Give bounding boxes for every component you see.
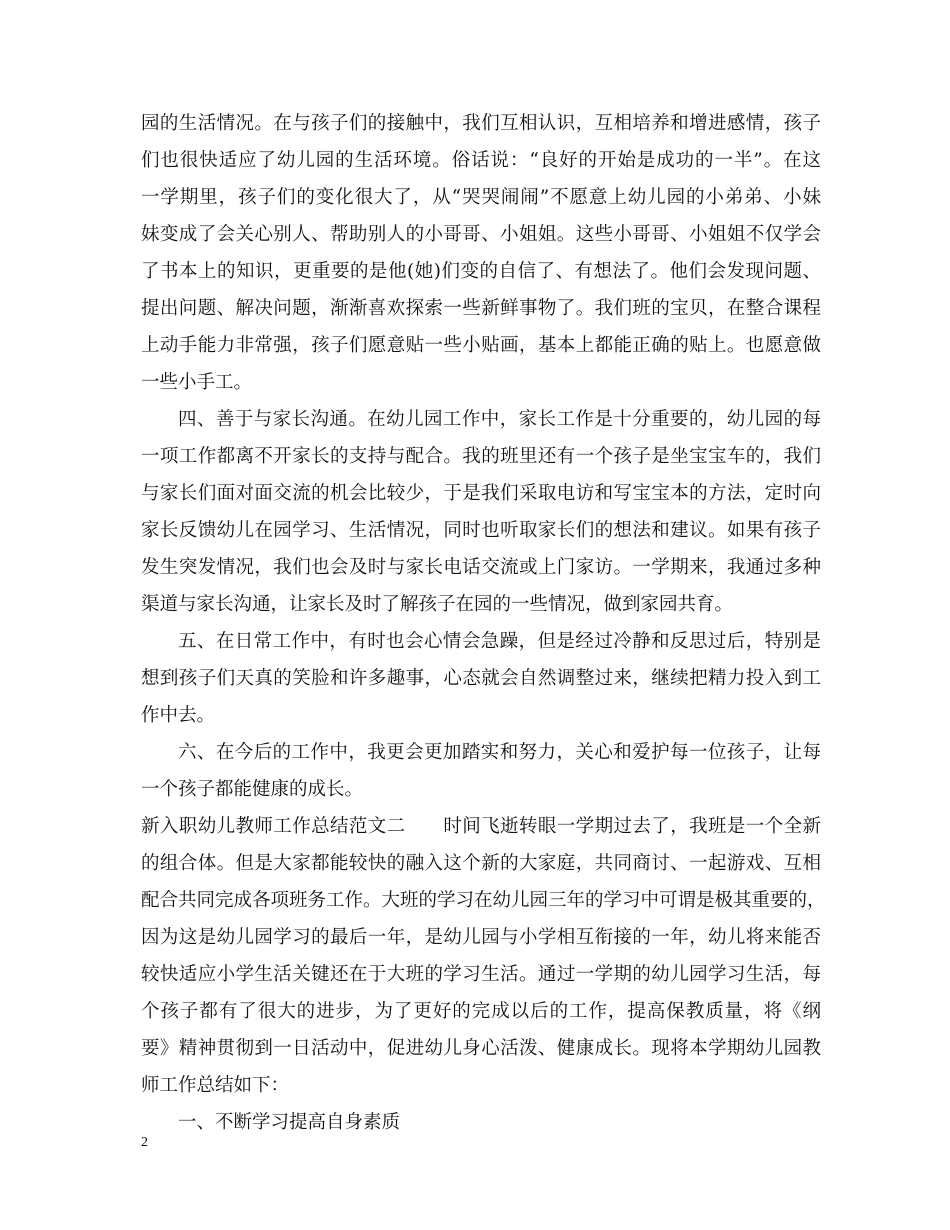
text-line: 想到孩子们天真的笑脸和许多趣事，心态就会自然调整过来，继续把精力投入到工 xyxy=(141,668,821,689)
text-line: 们也很快适应了幼儿园的生活环境。俗话说：“良好的开始是成功的一半”。在这 xyxy=(141,150,821,171)
text-line: 渠道与家长沟通，让家长及时了解孩子在园的一些情况，做到家园共育。 xyxy=(141,594,734,615)
text-line: 一个孩子都能健康的成长。 xyxy=(141,779,364,800)
text-line: 作中去。 xyxy=(141,705,216,726)
paragraph-start-line: 五、在日常工作中，有时也会心情会急躁，但是经过冷静和反思过后，特别是 xyxy=(178,631,821,652)
text-line: 上动手能力非常强，孩子们愿意贴一些小贴画，基本上都能正确的贴上。也愿意做 xyxy=(141,335,821,356)
text-line: 配合共同完成各项班务工作。大班的学习在幼儿园三年的学习中可谓是极其重要的， xyxy=(141,890,826,911)
text-line: 家长反馈幼儿在园学习、生活情况，同时也听取家长们的想法和建议。如果有孩子 xyxy=(141,520,821,541)
text-line: 师工作总结如下： xyxy=(141,1075,290,1096)
page-number: 2 xyxy=(141,1135,148,1150)
text-line: 与家长们面对面交流的机会比较少，于是我们采取电访和写宝宝本的方法，定时向 xyxy=(141,483,821,504)
text-line: 要》精神贯彻到一日活动中，促进幼儿身心活泼、健康成长。现将本学期幼儿园教 xyxy=(141,1038,821,1059)
text-line: 发生突发情况，我们也会及时与家长电话交流或上门家访。一学期来，我通过多种 xyxy=(141,557,821,578)
paragraph-start-line: 一、不断学习提高自身素质 xyxy=(178,1112,401,1133)
text-line: 了书本上的知识，更重要的是他(她)们变的自信了、有想法了。他们会发现问题、 xyxy=(141,261,821,282)
paragraph-start-line: 四、善于与家长沟通。在幼儿园工作中，家长工作是十分重要的，幼儿园的每 xyxy=(178,409,821,430)
text-line: 新入职幼儿教师工作总结范文二 时间飞逝转眼一学期过去了，我班是一个全新 xyxy=(141,816,821,837)
paragraph-start-line: 六、在今后的工作中，我更会更加踏实和努力，关心和爱护每一位孩子，让每 xyxy=(178,742,821,763)
text-line: 较快适应小学生活关键还在于大班的学习生活。通过一学期的幼儿园学习生活，每 xyxy=(141,964,821,985)
text-line: 个孩子都有了很大的进步，为了更好的完成以后的工作，提高保教质量，将《纲 xyxy=(141,1001,821,1022)
text-line: 妹变成了会关心别人、帮助别人的小哥哥、小姐姐。这些小哥哥、小姐姐不仅学会 xyxy=(141,224,821,245)
text-line: 的组合体。但是大家都能较快的融入这个新的大家庭，共同商讨、一起游戏、互相 xyxy=(141,853,821,874)
text-line: 提出问题、解决问题，渐渐喜欢探索一些新鲜事物了。我们班的宝贝，在整合课程 xyxy=(141,298,821,319)
text-line: 因为这是幼儿园学习的最后一年，是幼儿园与小学相互衔接的一年，幼儿将来能否 xyxy=(141,927,821,948)
text-line: 一项工作都离不开家长的支持与配合。我的班里还有一个孩子是坐宝宝车的，我们 xyxy=(141,446,821,467)
text-line: 园的生活情况。在与孩子们的接触中，我们互相认识，互相培养和增进感情，孩子 xyxy=(141,113,821,134)
text-line: 一学期里，孩子们的变化很大了，从“哭哭闹闹”不愿意上幼儿园的小弟弟、小妹 xyxy=(141,187,821,208)
text-line: 一些小手工。 xyxy=(141,372,253,393)
